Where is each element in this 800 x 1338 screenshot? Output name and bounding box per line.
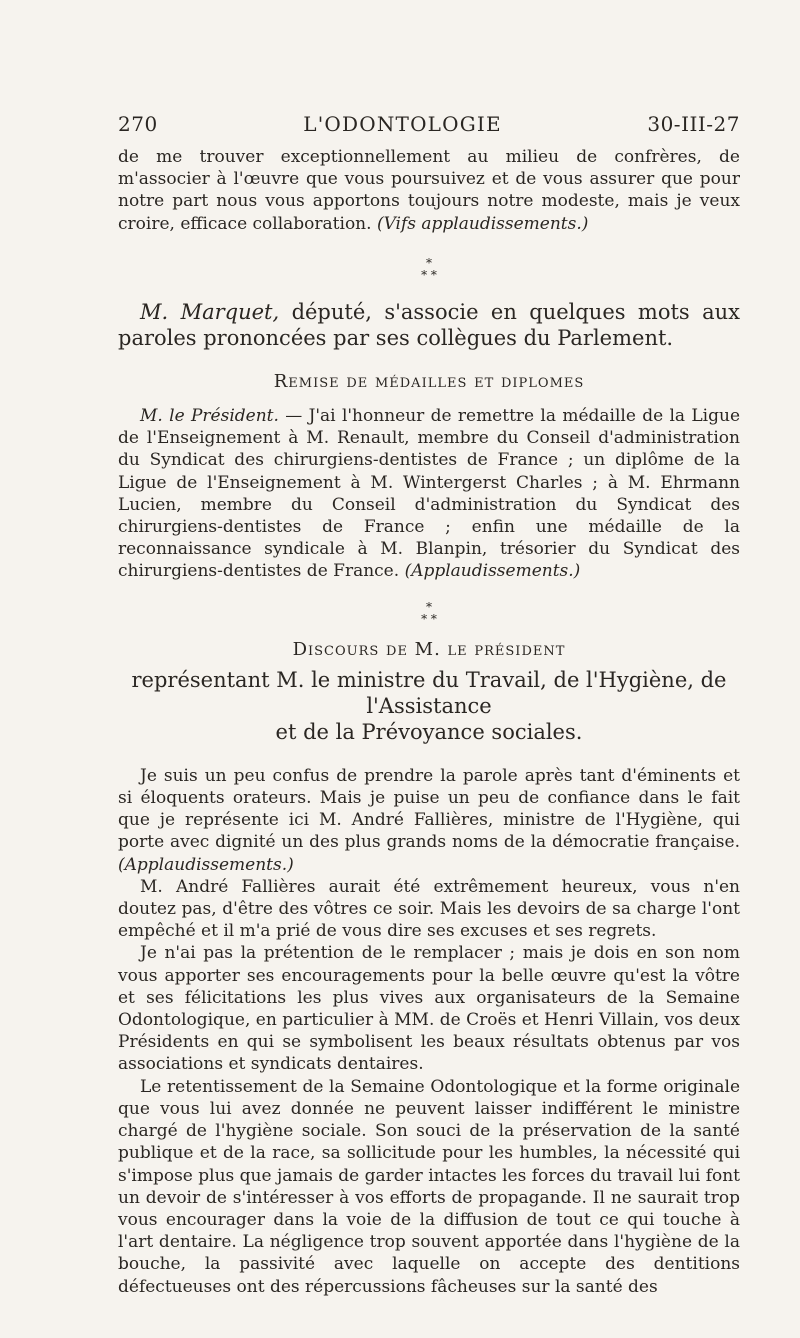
speech-paragraph-3: Je n'ai pas la prétention de le remplacer ; mais je dois en son nom vous apporter ses encouragements pour la belle œuvre qu'est la vôtre et ses félicitations les plus vives aux organisateurs de la Semaine Odontologique, en particulier à MM. de Croës et Henri Villain, vos deux Présidents en qui se symbolisent les beaux résultats obtenus par vos associations et syndicats dentaires.	[118, 943, 740, 1075]
marquet-text: député, s'associe en quelques mots aux paroles prononcées par ses collègues du Parlement.	[118, 299, 740, 350]
speech-paragraph-2: M. André Fallières aurait été extrêmement heureux, vous n'en doutez pas, d'être des vôtres ce soir. Mais les devoirs de sa charge l'ont empêché et il m'a prié de vous dire ses excuses et ses regrets.	[118, 876, 740, 942]
running-header	[118, 112, 740, 136]
section-heading-speech: Discours de M. le président	[292, 638, 566, 660]
journal-title: L'ODONTOLOGIE	[303, 112, 502, 136]
opening-text: de me trouver exceptionnellement au milieu de confrères, de m'associer à l'œuvre que vous poursuivez et de vous assurer que pour notre part nous vous apportons toujours notre modeste, mais je veux croire, efficace collaboration.	[118, 147, 740, 234]
paragraph-text: Je suis un peu confus de prendre la parole après tant d'éminents et si éloquents orateurs. Mais je puise un peu de confiance dans le fait que je représente ici M. André Fallières, ministre de l'Hygiène, qui porte avec dignité un des plus grands noms de la démocratie française.	[118, 765, 740, 853]
star-bottom: * *	[421, 267, 437, 282]
opening-aside: (Vifs applaudissements.)	[376, 213, 589, 234]
page-number: 270	[118, 112, 158, 136]
president-speaker: M. le Président.	[140, 406, 279, 427]
star-bottom: * *	[421, 611, 437, 626]
separator-stars-1	[118, 257, 740, 281]
section-subtitle-line-1: représentant M. le ministre du Travail, de l'Hygiène, de l'Assistance	[131, 667, 727, 718]
section-heading-medals: Remise de médailles et diplomes	[273, 370, 585, 392]
president-aside: (Applaudissements.)	[404, 561, 581, 582]
opening-paragraph	[118, 146, 740, 235]
president-text: — J'ai l'honneur de remettre la médaille de la Ligue de l'Enseignement à M. Renault, membre du Conseil d'administration du Syndicat des chirurgiens-dentistes de France ; un diplôme de la Ligue de l'Enseignement à M. Wintergerst Charles ; à M. Ehrmann Lucien, membre du Conseil d'administration du Syndicat des chirurgiens-dentistes de France ; enfin une médaille de la reconnaissance syndicale à M. Blanpin, trésorier du Syndicat des chirurgiens-dentistes de France.	[118, 406, 741, 582]
marquet-name: M. Marquet,	[140, 299, 280, 324]
star-top: *	[426, 255, 432, 270]
speech-paragraph-1	[118, 765, 740, 876]
separator-stars-2	[118, 601, 740, 625]
speech-paragraph-4: Le retentissement de la Semaine Odontologique et la forme originale que vous lui avez donnée ne peuvent laisser indifférent le ministre chargé de l'hygiène sociale. Son souci de la préservation de la santé publique et de la race, sa sollicitude pour les humbles, la nécessité qui s'impose plus que jamais de garder intactes les forces du travail lui font un devoir de s'intéresser à vos efforts de propagande. Il ne saurait trop vous encourager dans la voie de la diffusion de tout ce qui touche à l'art dentaire. La négligence trop souvent apportée dans l'hygiène de la bouche, la passivité avec laquelle on accepte des dentitions défectueuses ont des répercussions fâcheuses sur la santé des	[118, 1076, 740, 1297]
paragraph-aside: (Applaudissements.)	[118, 854, 294, 875]
marquet-paragraph	[118, 299, 740, 351]
body-text	[118, 146, 740, 1298]
star-top: *	[426, 599, 432, 614]
issue-date: 30-III-27	[647, 112, 740, 136]
section-subtitle-line-2: et de la Prévoyance sociales.	[275, 719, 583, 744]
president-paragraph	[118, 405, 740, 583]
